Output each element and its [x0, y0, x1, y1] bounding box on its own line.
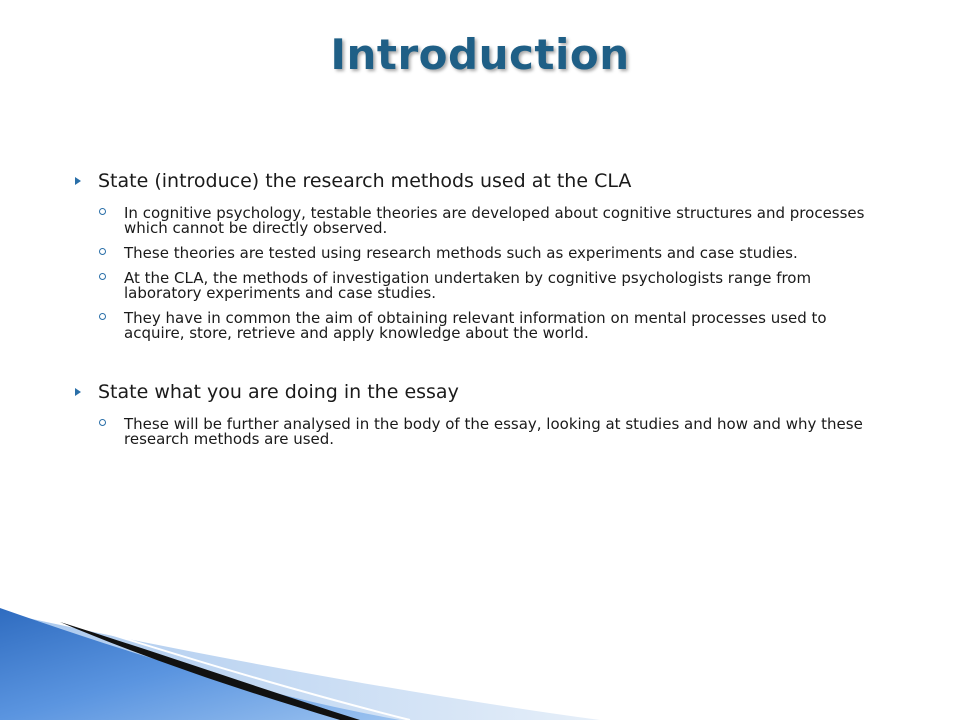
section-research-methods [70, 168, 890, 341]
swoosh-white-line [0, 600, 410, 720]
circle-bullet-icon [99, 419, 106, 426]
sub-bullet-list [98, 206, 890, 341]
sub-bullet-text: At the CLA, the methods of investigation undertaken by cognitive psychologists range from laboratory experiments and case studies. [124, 269, 812, 302]
circle-bullet-icon [99, 248, 106, 255]
sub-bullet [98, 311, 890, 341]
swoosh-blue-band [0, 608, 400, 720]
circle-bullet-icon [99, 313, 106, 320]
swoosh-dark-stroke [60, 622, 360, 720]
swoosh-light-band [0, 612, 600, 720]
circle-bullet-icon [99, 208, 106, 215]
section-essay-plan [70, 379, 890, 447]
arrow-bullet-icon [75, 177, 81, 185]
sub-bullet-text: They have in common the aim of obtaining relevant information on mental processes used to acquire, store, retrieve and apply knowledge about the world. [124, 309, 827, 342]
bullet-heading [70, 168, 890, 194]
sub-bullet [98, 271, 890, 301]
slide-content [70, 168, 890, 457]
sub-bullet [98, 246, 890, 261]
slide-title: Introduction [330, 30, 630, 79]
bullet-heading-text: State (introduce) the research methods used at the CLA [98, 170, 632, 192]
arrow-bullet-icon [75, 388, 81, 396]
sub-bullet-text: These theories are tested using research methods such as experiments and case studies. [124, 244, 798, 262]
sub-bullet-text: These will be further analysed in the body of the essay, looking at studies and how and why these research methods are used. [124, 415, 863, 448]
sub-bullet [98, 206, 890, 236]
sub-bullet-list [98, 417, 890, 447]
sub-bullet [98, 417, 890, 447]
circle-bullet-icon [99, 273, 106, 280]
bullet-heading-text: State what you are doing in the essay [98, 381, 459, 403]
bullet-heading [70, 379, 890, 405]
sub-bullet-text: In cognitive psychology, testable theories are developed about cognitive structures and processes which cannot be directly observed. [124, 204, 865, 237]
